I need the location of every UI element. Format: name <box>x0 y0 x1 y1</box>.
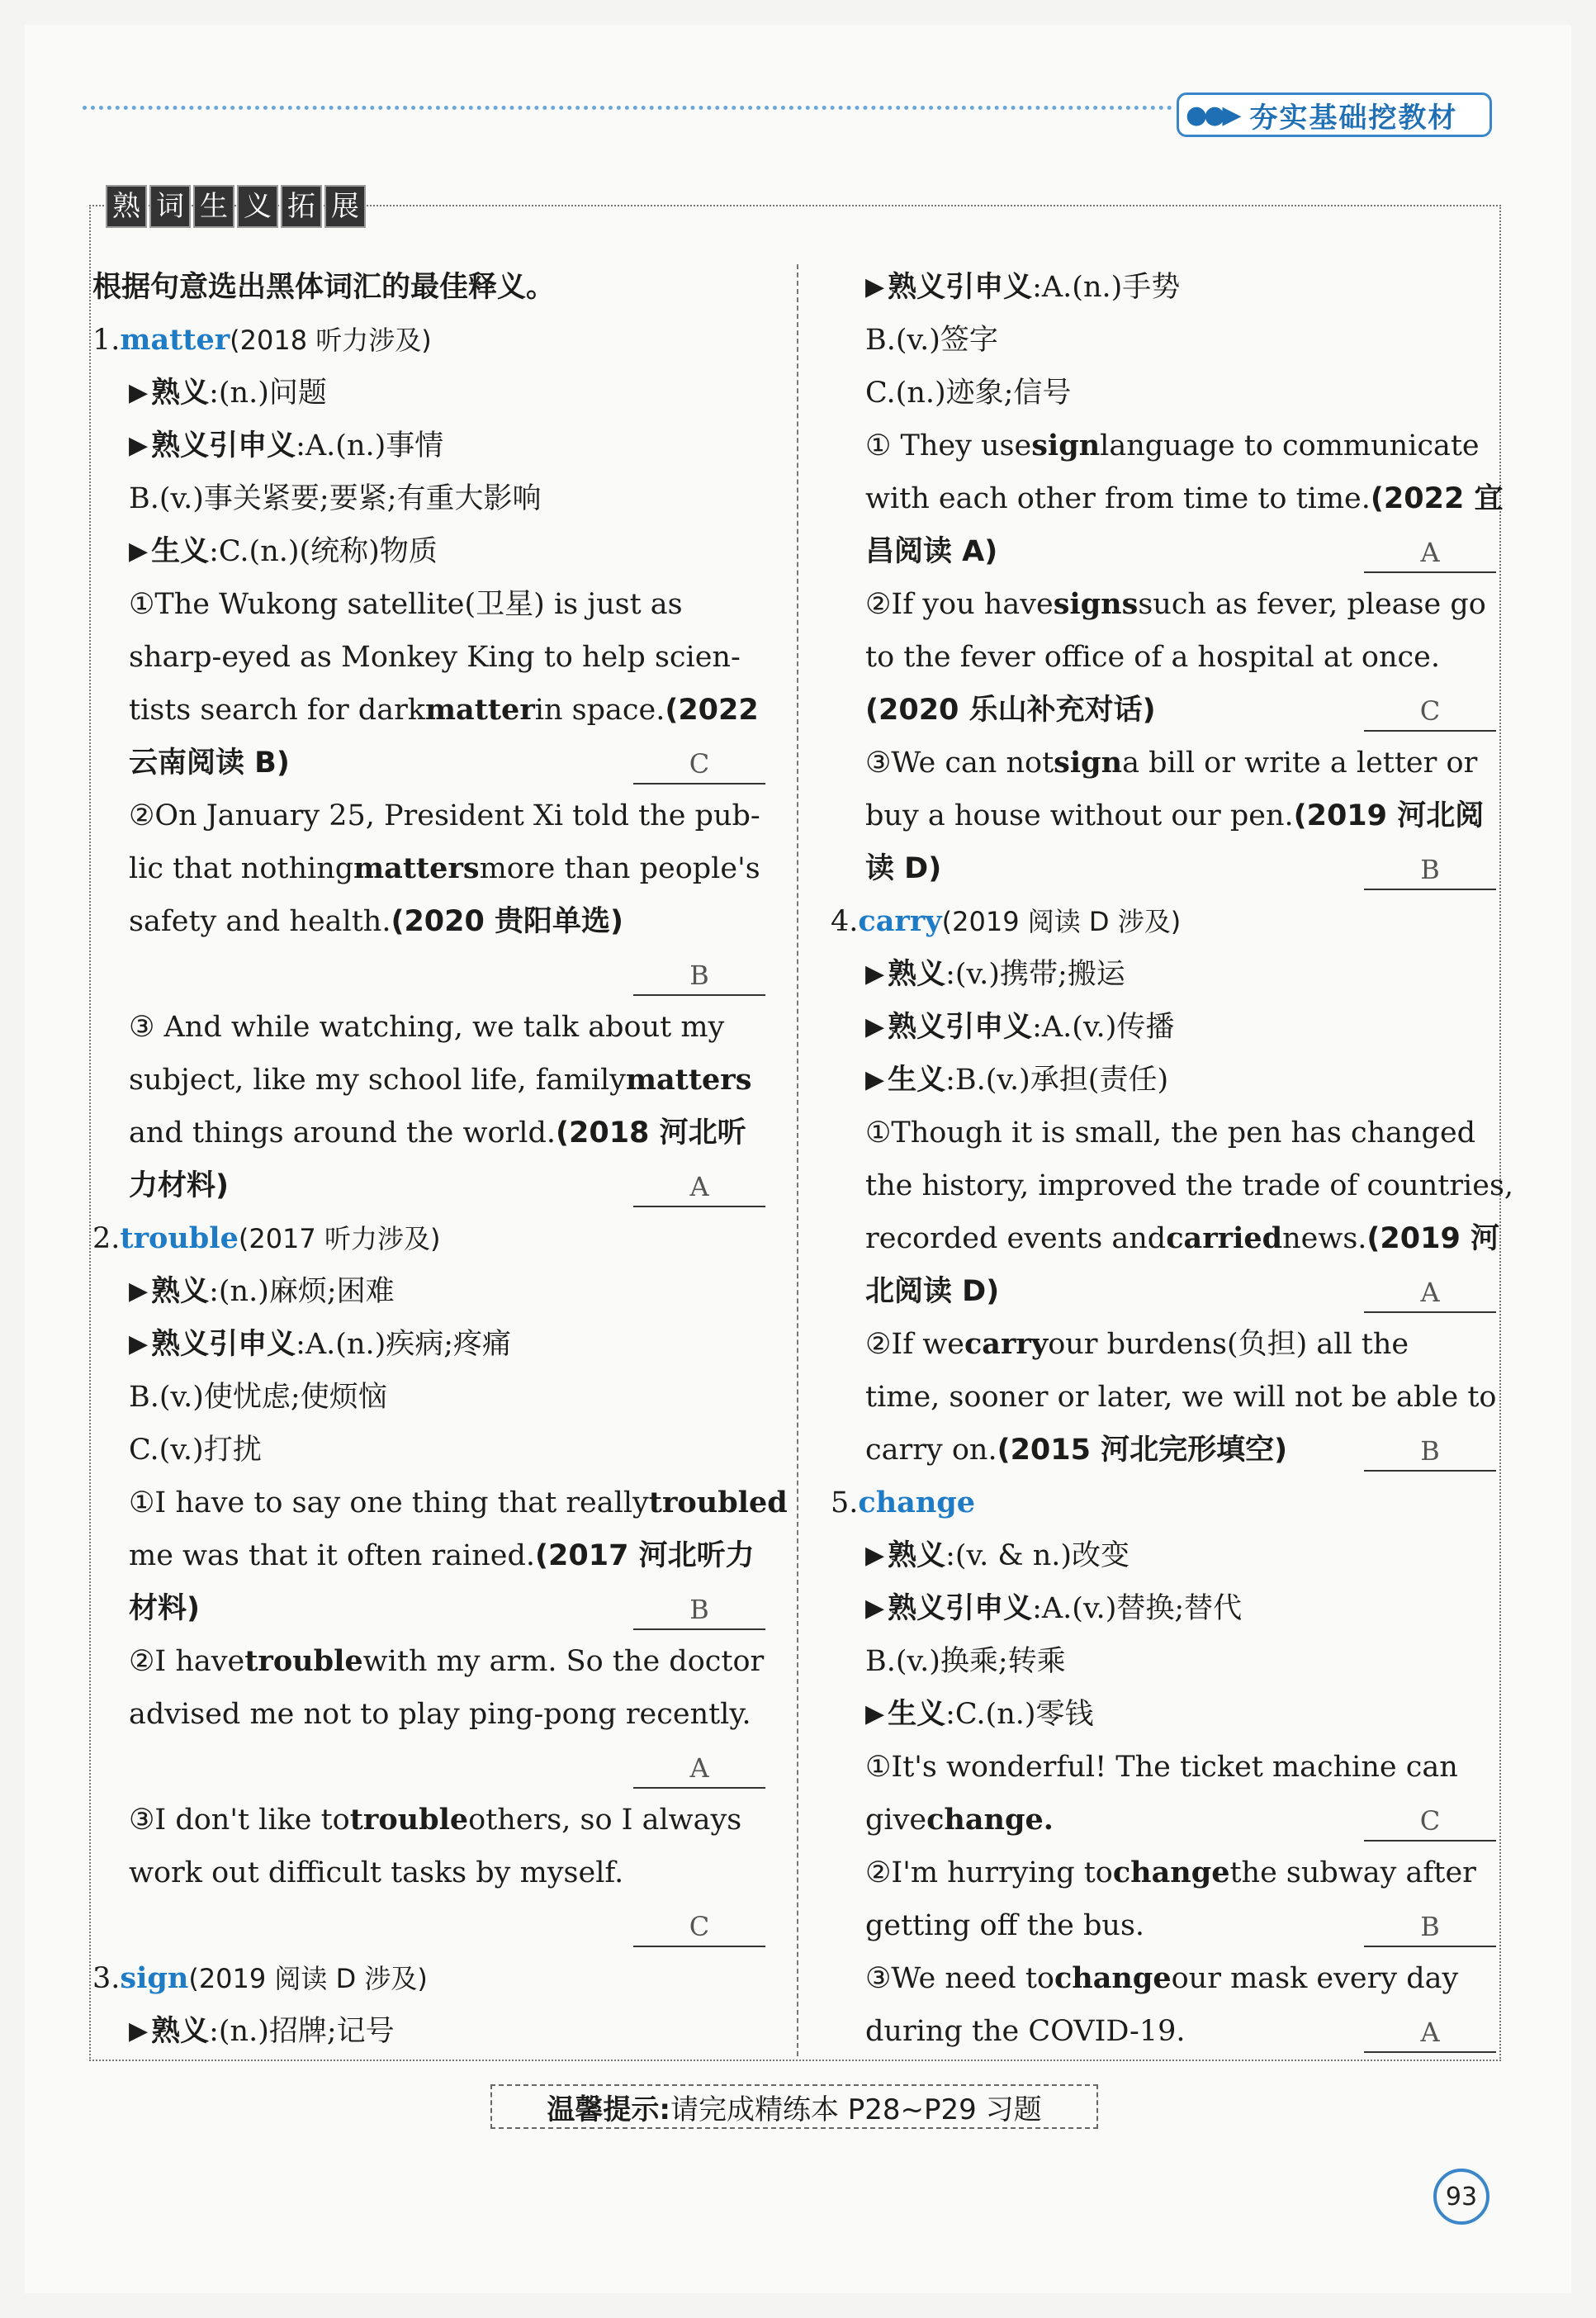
answer-blank: B <box>1364 851 1496 890</box>
triangle-icon: ▶ <box>129 1330 149 1358</box>
keyword: trouble <box>120 1221 239 1255</box>
sentence-line: ①Though it is small, the pen has changed <box>865 1116 1476 1150</box>
sentence-line: with each other from time to time. (2022 宜 <box>865 482 1504 515</box>
meaning-extended: ▶ 熟义引申义 :A.(v.)替换;替代 <box>831 1582 1496 1635</box>
triangle-icon: ▶ <box>865 1065 885 1094</box>
meaning-new: ▶ 生义 :C.(n.)(统称)物质 <box>92 525 765 578</box>
sentence-line: to the fever office of a hospital at once. <box>865 641 1440 674</box>
sentence-line: ③We can not sign a bill or write a letter or <box>865 746 1478 780</box>
instruction: 根据句意选出黑体词汇的最佳释义。 <box>92 271 556 304</box>
sentence-line: 力材料) A <box>92 1159 765 1212</box>
meaning-familiar: ▶ 熟义 :(v. & n.)改变 <box>831 1529 1496 1582</box>
sentence-line: ③We need to change our mask every day <box>865 1961 1459 1995</box>
meaning-extended: ▶ 熟义引申义 :A.(n.)疾病;疼痛 <box>92 1318 765 1371</box>
sentence-line: ③ And while watching, we talk about my <box>129 1011 725 1044</box>
triangle-icon: ▶ <box>129 431 149 460</box>
meaning-familiar: ▶ 熟义 :(n.)问题 <box>92 367 765 420</box>
answer-blank: B <box>633 956 765 996</box>
sentence-line: recorded events and carried news. (2019 河 <box>865 1221 1500 1255</box>
meaning-familiar: ▶ 熟义 :(n.)麻烦;困难 <box>92 1265 765 1318</box>
section-badge-label: 夯实基础挖教材 <box>1249 101 1458 135</box>
section-title-char: 拓 <box>281 185 322 228</box>
meaning-option: B.(v.)换乘;转乘 <box>865 1645 1066 1678</box>
meaning-option: B.(v.)使忧虑;使烦恼 <box>129 1381 387 1414</box>
sentence-line: work out difficult tasks by myself. <box>129 1856 624 1889</box>
answer-blank: A <box>1364 2013 1496 2053</box>
sentence-line: carry on. (2015 河北完形填空) B <box>831 1424 1496 1477</box>
meaning-extended: ▶ 熟义引申义 :A.(n.)事情 <box>92 420 765 472</box>
section-title-char: 展 <box>324 185 366 228</box>
question-heading: 1. matter (2018 听力涉及) <box>92 314 765 367</box>
triangle-icon: ▶ <box>865 1594 885 1623</box>
answer-blank: A <box>633 1168 765 1207</box>
section-title-char: 词 <box>149 185 191 228</box>
header-dotted-rule <box>83 106 1172 110</box>
keyword: matter <box>120 323 230 357</box>
section-title-char: 熟 <box>106 185 147 228</box>
section-title-char: 生 <box>193 185 234 228</box>
reminder-box <box>490 2084 1098 2129</box>
sentence-line: ②If you have signs such as fever, please go <box>865 587 1486 621</box>
meaning-option: C.(n.)迹象;信号 <box>865 377 1072 410</box>
sentence-line: (2020 乐山补充对话) C <box>831 684 1496 737</box>
sentence-line: the history, improved the trade of countries, <box>865 1169 1514 1202</box>
sentence-line: 读 D) B <box>831 842 1496 895</box>
sentence-line: getting off the bus. B <box>831 1899 1496 1952</box>
sentence-line: buy a house without our pen. (2019 河北阅 <box>865 799 1485 832</box>
triangle-icon: ▶ <box>865 1699 885 1728</box>
sentence-line: ②I'm hurrying to change the subway after <box>865 1856 1476 1889</box>
answer-blank: A <box>1364 1273 1496 1313</box>
meaning-familiar: ▶ 熟义 :(v.)携带;搬运 <box>831 948 1496 1001</box>
sentence-line: 昌阅读 A) A <box>831 525 1496 578</box>
reminder-label: 温馨提示: <box>547 2093 670 2126</box>
sentence-line: ①I have to say one thing that really troubled <box>129 1486 788 1519</box>
answer-blank: C <box>633 745 765 785</box>
sentence-line: advised me not to play ping-pong recently. <box>129 1698 751 1731</box>
left-column <box>92 261 788 2058</box>
sentence-line: during the COVID-19. A <box>831 2005 1496 2058</box>
section-title <box>106 185 366 228</box>
triangle-icon: ▶ <box>865 1541 885 1570</box>
meaning-new: ▶ 生义 :B.(v.)承担(责任) <box>831 1054 1496 1107</box>
section-badge <box>1177 92 1492 137</box>
meaning-extended: ▶ 熟义引申义 :A.(v.)传播 <box>831 1001 1496 1054</box>
meaning-option: C.(v.)打扰 <box>129 1434 262 1467</box>
right-column <box>831 261 1514 2058</box>
meaning-familiar: ▶ 熟义 :(n.)招牌;记号 <box>92 2005 765 2058</box>
sentence-line: ②I have trouble with my arm. So the doctor <box>129 1644 765 1678</box>
answer-blank: A <box>1364 533 1496 573</box>
sentence-line: 云南阅读 B) C <box>92 737 765 789</box>
keyword: change <box>858 1486 976 1519</box>
sentence-line: ②If we carry our burdens(负担) all the <box>865 1327 1409 1361</box>
sentence-line: tists search for dark matter in space. (2022 <box>129 693 759 727</box>
sentence-line: ①It's wonderful! The ticket machine can <box>865 1751 1458 1784</box>
sentence-line: safety and health. (2020 贵阳单选) <box>129 905 624 938</box>
answer-blank: A <box>633 1749 765 1789</box>
question-heading: 4. carry (2019 阅读 D 涉及) <box>831 895 1496 948</box>
answer-blank: B <box>1364 1908 1496 1947</box>
sentence-line: give change. C <box>831 1794 1496 1846</box>
answer-blank: C <box>1364 1802 1496 1842</box>
sentence-line: subject, like my school life, family matters <box>129 1063 752 1097</box>
question-heading: 3. sign (2019 阅读 D 涉及) <box>92 1952 765 2005</box>
question-heading: 5. change <box>831 1477 1496 1529</box>
meaning-extended: ▶ 熟义引申义 :A.(n.)手势 <box>831 261 1496 314</box>
triangle-icon: ▶ <box>129 2017 149 2045</box>
reminder-text: 请完成精练本 P28~P29 习题 <box>670 2093 1042 2126</box>
keyword: sign <box>120 1961 189 1995</box>
meaning-option: B.(v.)签字 <box>865 324 998 357</box>
triangle-icon: ▶ <box>865 960 885 988</box>
answer-blank: C <box>1364 692 1496 732</box>
answer-blank: C <box>633 1908 765 1947</box>
sentence-line: ②On January 25, President Xi told the pub- <box>129 799 760 832</box>
sentence-line: time, sooner or later, we will not be able to <box>865 1381 1497 1414</box>
sentence-line: me was that it often rained. (2017 河北听力 <box>129 1539 755 1572</box>
answer-blank: B <box>1364 1432 1496 1472</box>
triangle-icon: ▶ <box>129 537 149 566</box>
sentence-line: and things around the world. (2018 河北听 <box>129 1116 746 1150</box>
triangle-icon: ▶ <box>129 378 149 407</box>
sentence-line: ③I don't like to trouble others, so I always <box>129 1803 742 1837</box>
column-divider <box>797 264 798 2056</box>
meaning-option: B.(v.)事关紧要;要紧;有重大影响 <box>129 482 542 515</box>
keyword: carry <box>858 904 942 938</box>
page-number: 93 <box>1433 2169 1489 2225</box>
triangle-icon: ▶ <box>865 1012 885 1041</box>
sentence-line: 材料) B <box>92 1582 765 1635</box>
meaning-new: ▶ 生义 :C.(n.)零钱 <box>831 1688 1496 1741</box>
sentence-line: 北阅读 D) A <box>831 1265 1496 1318</box>
arrow-icon: ●●▶ <box>1186 100 1238 130</box>
answer-blank: B <box>633 1590 765 1630</box>
sentence-line: lic that nothing matters more than people's <box>129 851 760 885</box>
triangle-icon: ▶ <box>865 273 885 301</box>
question-heading: 2. trouble (2017 听力涉及) <box>92 1212 765 1265</box>
answer-row <box>92 1741 765 1794</box>
triangle-icon: ▶ <box>129 1277 149 1306</box>
sentence-line: ①The Wukong satellite(卫星) is just as <box>129 588 683 621</box>
answer-row <box>92 1899 765 1952</box>
sentence-line: ① They use sign language to communicate <box>865 429 1480 462</box>
answer-row <box>92 948 765 1001</box>
section-title-char: 义 <box>237 185 278 228</box>
sentence-line: sharp-eyed as Monkey King to help scien- <box>129 641 741 674</box>
